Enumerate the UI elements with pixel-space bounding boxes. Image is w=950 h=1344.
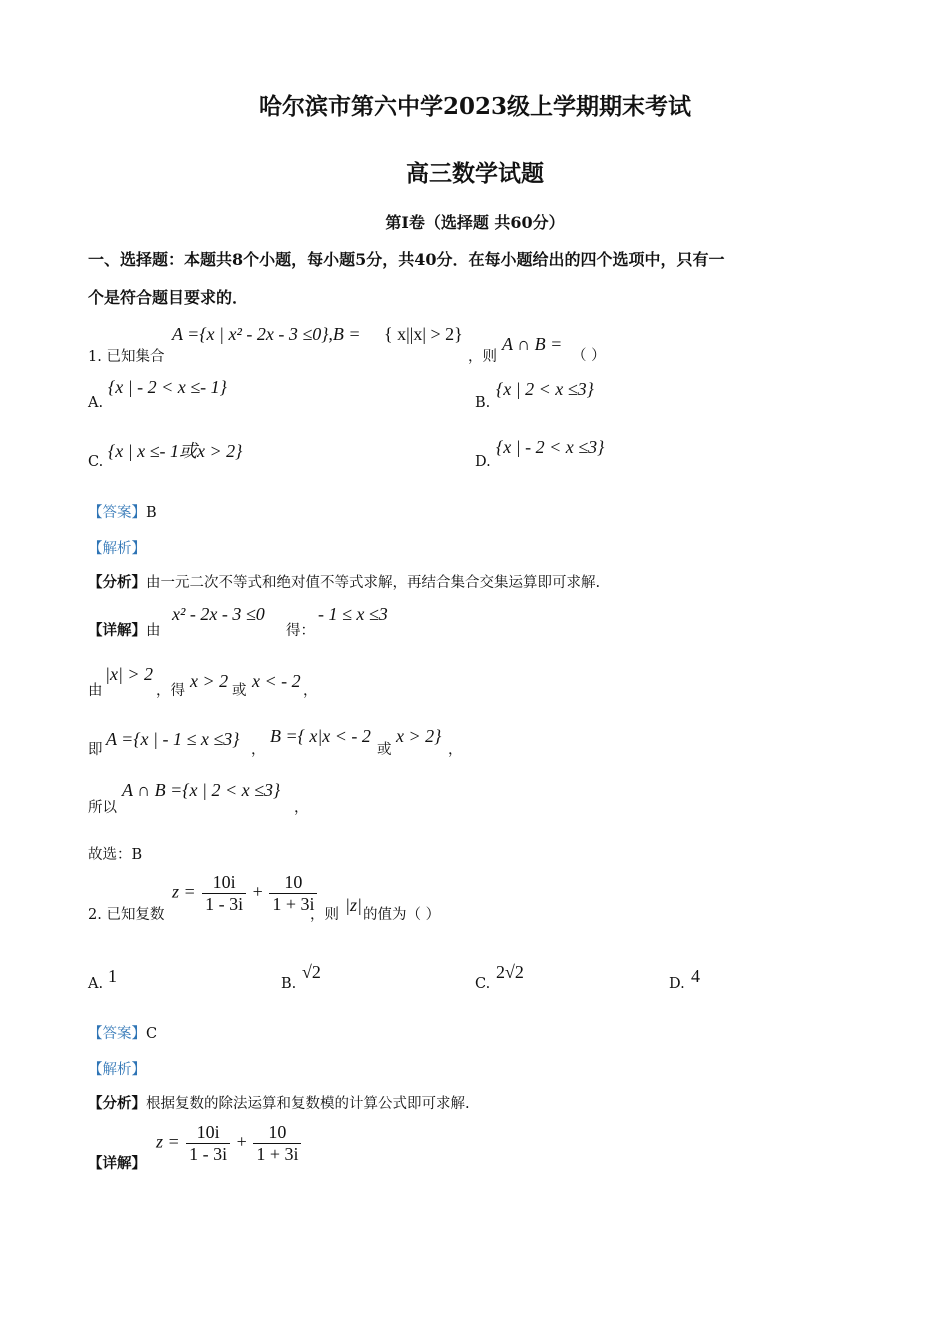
q1-line3-b: B ={ x|x < - 2	[270, 726, 371, 746]
q2-detail-tag: 【详解】	[88, 1155, 146, 1172]
q1-detail-tag-text: 【详解】	[88, 622, 146, 639]
q2-option-c-label: C.	[475, 976, 491, 992]
q1-expr: A ∩ B =	[502, 334, 563, 354]
q1-option-d-label: D.	[475, 454, 491, 470]
q2-option-d[interactable]: 4	[691, 966, 700, 986]
q1-line2-end: ，	[303, 683, 318, 699]
q1-detail-get: 得：	[286, 623, 315, 639]
q1-line2-r1: x > 2	[190, 671, 229, 691]
q2-frac2-num: 10	[284, 872, 303, 892]
q2-prefix: 2. 已知复数	[88, 907, 165, 923]
q1-line2-abs: |x| > 2	[105, 664, 154, 684]
q1-option-c-label: C.	[88, 454, 104, 470]
q1-line2-r2: x < - 2	[252, 671, 301, 691]
q2-detail-fraction-2	[253, 1122, 301, 1165]
q1-answer-tag: 【答案】	[88, 505, 146, 521]
q2-detail-fraction-1	[186, 1122, 230, 1165]
q2-ask: 的值为（ ）	[363, 907, 441, 923]
q1-detail-from: 由	[146, 623, 161, 639]
q1-line4-so: 所以	[88, 800, 117, 816]
q1-then: ，则	[468, 349, 497, 365]
q1-set-a: A ={x | x² - 2x - 3 ≤0},B =	[172, 324, 361, 344]
q1-set-b: { x||x| > 2}	[384, 324, 463, 344]
q2-then: ，则	[310, 907, 339, 923]
q1-analysis-tag: 【解析】	[88, 541, 146, 557]
q2-frac1-num: 10i	[212, 872, 236, 892]
q2-frac1-den: 1 - 3i	[202, 893, 246, 915]
q2-option-a[interactable]: 1	[108, 966, 117, 986]
q2-option-b-label: B.	[281, 976, 297, 992]
section-heading-line1: 一、选择题：本题共8个小题，每小题5分，共40分．在每小题给出的四个选项中，只有一	[88, 250, 725, 269]
q2-detail-f2-num: 10	[268, 1122, 287, 1142]
q1-fenxi-tag: 【分析】	[88, 574, 146, 591]
q1-paren: （ ）	[572, 348, 606, 364]
q2-plus: +	[252, 881, 263, 902]
q1-conclusion: 故选：B	[88, 847, 143, 863]
q1-option-c[interactable]: {x | x ≤- 1或x > 2}	[108, 441, 243, 461]
q1-line2-from: 由	[88, 683, 103, 699]
exam-subtitle: 高三数学试题	[406, 160, 544, 187]
q1-answer-value: B	[146, 505, 157, 521]
volume-heading: 第Ⅰ卷（选择题 共60分）	[385, 213, 565, 232]
q1-line3-or: 或	[377, 742, 392, 758]
q1-answer	[88, 501, 157, 522]
section-heading-line2: 个是符合题目要求的．	[88, 288, 249, 307]
q2-option-c[interactable]: 2√2	[496, 962, 524, 982]
q2-fenxi-text: 根据复数的除法运算和复数模的计算公式即可求解.	[146, 1096, 470, 1112]
q2-z: z =	[172, 881, 196, 902]
q2-fenxi-tag: 【分析】	[88, 1095, 146, 1112]
q1-option-a[interactable]: {x | - 2 < x ≤- 1}	[108, 377, 227, 397]
q2-answer-tag: 【答案】	[88, 1026, 146, 1042]
q2-fenxi	[88, 1092, 470, 1113]
q1-option-d[interactable]: {x | - 2 < x ≤3}	[496, 437, 605, 457]
q1-option-b[interactable]: {x | 2 < x ≤3}	[496, 379, 594, 399]
q2-option-a-label: A.	[88, 976, 104, 992]
q1-line3-a: A ={x | - 1 ≤ x ≤3}	[106, 729, 240, 749]
q2-answer-value: C	[146, 1026, 158, 1042]
q2-detail-z: z =	[156, 1131, 180, 1152]
q2-option-d-label: D.	[669, 976, 685, 992]
q1-line4-expr: A ∩ B ={x | 2 < x ≤3}	[122, 780, 281, 800]
q1-option-a-label: A.	[88, 395, 104, 411]
q1-option-b-label: B.	[475, 395, 491, 411]
q1-line3-b2: x > 2}	[396, 726, 442, 746]
q1-line4-end: ，	[294, 800, 309, 816]
q2-detail-f1-den: 1 - 3i	[186, 1143, 230, 1165]
q2-detail-plus: +	[236, 1131, 247, 1152]
q2-formula	[172, 872, 319, 915]
q2-frac2-den: 1 + 3i	[269, 893, 317, 915]
q2-abs: |z|	[345, 895, 362, 915]
q1-detail-eq: x² - 2x - 3 ≤0	[172, 604, 265, 624]
exam-title: 哈尔滨市第六中学2023级上学期期末考试	[258, 93, 691, 120]
q1-line3-comma: ，	[251, 742, 266, 758]
q1-line2-or: 或	[232, 683, 247, 699]
q1-detail-res: - 1 ≤ x ≤3	[318, 604, 388, 624]
q1-detail-tag	[88, 619, 161, 640]
q2-fraction-1	[202, 872, 246, 915]
q2-option-b[interactable]: √2	[302, 962, 321, 982]
q2-detail-f2-den: 1 + 3i	[253, 1143, 301, 1165]
q1-line2-get: ，得	[156, 683, 185, 699]
q1-prefix: 1. 已知集合	[88, 349, 165, 365]
q2-detail-f1-num: 10i	[196, 1122, 220, 1142]
q1-fenxi-text: 由一元二次不等式和绝对值不等式求解，再结合集合交集运算即可求解.	[146, 575, 601, 591]
q2-detail-formula	[156, 1122, 303, 1165]
q2-answer	[88, 1022, 157, 1043]
q2-analysis-tag: 【解析】	[88, 1062, 146, 1078]
q1-line3-end: ，	[448, 742, 463, 758]
q1-fenxi	[88, 571, 600, 592]
q1-line3-ji: 即	[88, 742, 103, 758]
